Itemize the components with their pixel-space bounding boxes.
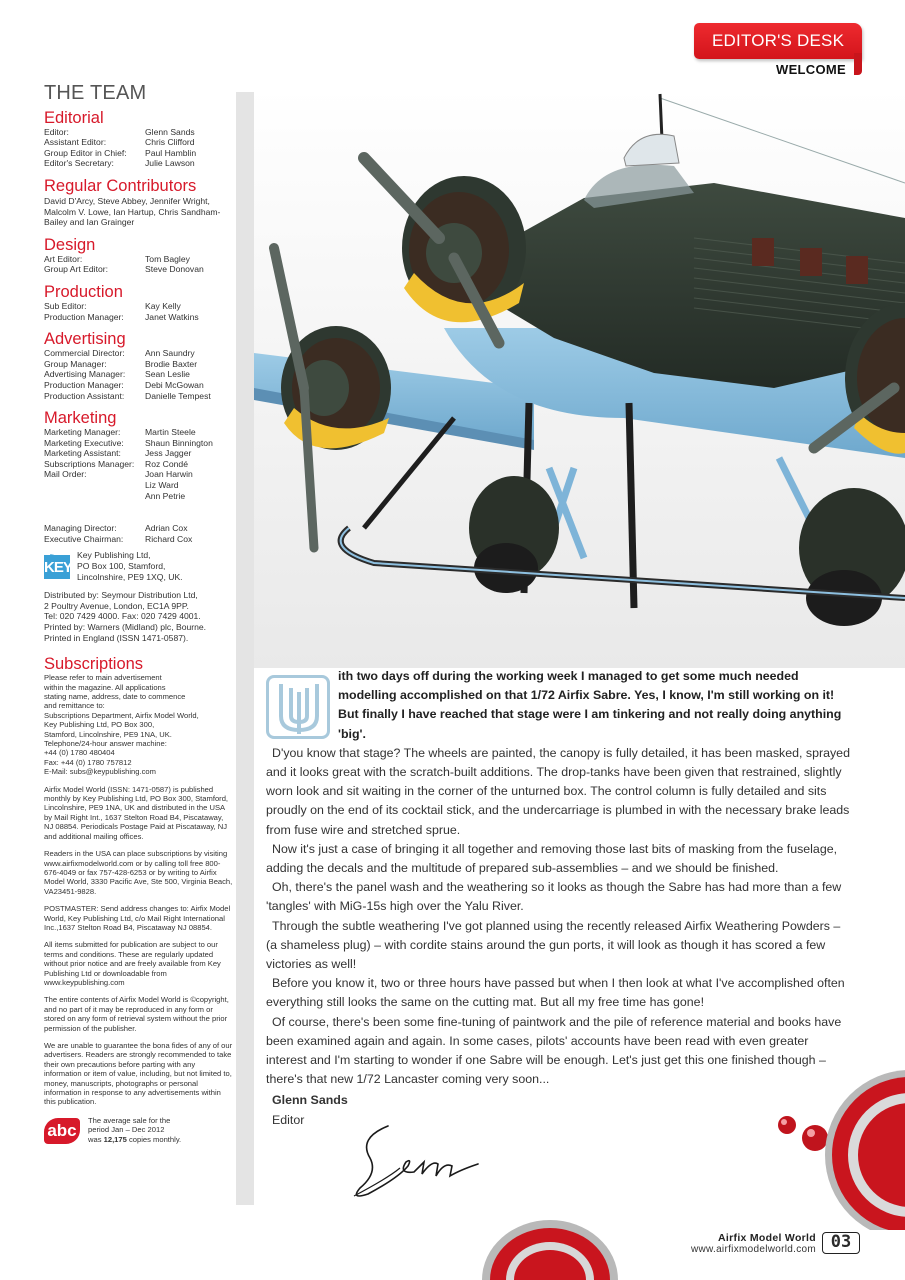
address-line: Lincolnshire, PE9 1XQ, UK. xyxy=(77,571,183,582)
staff-role xyxy=(44,491,145,502)
staff-name: Chris Clifford xyxy=(145,137,195,148)
staff-row xyxy=(44,369,234,380)
advertising-heading: Advertising xyxy=(44,330,126,349)
article-paragraph: Through the subtle weathering I've got planned using the recently released Airfix Weathering Powders – (a shameless plug) – with cordite stains around the gun ports, it will look as though it has scored a few victories as well! xyxy=(266,918,841,972)
staff-name: Julie Lawson xyxy=(145,158,195,169)
circulation-text xyxy=(88,1116,181,1144)
distribution-info xyxy=(44,590,234,643)
subscriptions-line: Subscriptions Department, Airfix Model World, xyxy=(44,710,199,720)
staff-row xyxy=(44,491,234,502)
circulation-suffix: copies monthly. xyxy=(126,1134,182,1144)
circulation-line xyxy=(88,1135,181,1144)
staff-row xyxy=(44,523,234,534)
staff-name: Debi McGowan xyxy=(145,379,204,390)
address-line: Key Publishing Ltd, xyxy=(77,550,151,561)
staff-role: Sub Editor: xyxy=(44,300,87,311)
article-paragraph: Now it's just a case of bringing it all together and removing those last bits of masking from the fuselage, adding the decals and the multitude of prepared sub-assemblies – and we should be finished. xyxy=(266,841,838,876)
staff-role: Executive Chairman: xyxy=(44,533,124,544)
staff-row xyxy=(44,534,234,545)
staff-row xyxy=(44,427,234,438)
staff-name: Steve Donovan xyxy=(145,264,204,275)
staff-name: Brodie Baxter xyxy=(145,358,198,369)
column-divider xyxy=(236,92,254,1205)
circulation-line: The average sale for the xyxy=(88,1115,171,1125)
staff-row xyxy=(44,127,234,138)
article-lead: ith two days off during the working week I managed to get some much needed modelling accomplished on that 1/72 Airfix Sabre. Yes, I know, I'm still working on it! But finally I have reached that stage were I am tinkering and not really doing anything 'big'. xyxy=(338,669,842,741)
staff-name: Glenn Sands xyxy=(145,126,195,137)
staff-name: Ann Saundry xyxy=(145,348,195,359)
team-title: THE TEAM xyxy=(44,82,147,104)
circulation-figure: 12,175 xyxy=(103,1134,127,1144)
subscriptions-line: Fax: +44 (0) 1780 757812 xyxy=(44,757,132,767)
staff-name: Danielle Tempest xyxy=(145,390,211,401)
subscriptions-line: stating name, address, date to commence xyxy=(44,692,186,701)
staff-role: Production Manager: xyxy=(44,379,124,390)
staff-row xyxy=(44,301,234,312)
staff-row xyxy=(44,380,234,391)
staff-name: Paul Hamblin xyxy=(145,147,197,158)
subscriptions-email: E-Mail: subs@keypublishing.com xyxy=(44,767,156,777)
staff-row xyxy=(44,158,234,169)
staff-role: Assistant Editor: xyxy=(44,137,107,148)
staff-role: Subscriptions Manager: xyxy=(44,458,135,469)
advertisers-disclaimer: We are unable to guarantee the bona fides of any of our advertisers. Readers are strongly recommended to take their own precautions before parting with any information or item of value, including, but not limited to, money, manuscripts, photographs or personal information in response to any advertisements within this publication. xyxy=(44,1041,233,1107)
staff-name: Sean Leslie xyxy=(145,369,190,380)
publisher-address xyxy=(77,550,183,582)
editorial-heading: Editorial xyxy=(44,108,104,127)
staff-name: Shaun Binnington xyxy=(145,437,213,448)
dropcap-letter xyxy=(266,675,330,739)
staff-name: Tom Bagley xyxy=(145,253,190,264)
staff-name: Joan Harwin xyxy=(145,469,193,480)
staff-name: Kay Kelly xyxy=(145,300,181,311)
usa-subscriptions-notice: Readers in the USA can place subscriptions by visiting www.airfixmodelworld.com or by calling toll free 800-676-4049 or fax 757-428-6253 or by writing to Airfix Model World, 3330 Pacific Ave, Ste 500, Virginia Beach, VA23451-9828. xyxy=(44,849,233,896)
page-number: 03 xyxy=(822,1232,860,1254)
paint-pot-decoration xyxy=(770,1060,905,1230)
staff-role: Commercial Director: xyxy=(44,348,125,359)
subscriptions-line: within the magazine. All applications xyxy=(44,682,166,692)
staff-row xyxy=(44,148,234,159)
staff-name: Richard Cox xyxy=(145,533,193,544)
design-heading: Design xyxy=(44,235,96,254)
contributors-heading: Regular Contributors xyxy=(44,176,197,195)
dropcap-w-glyph xyxy=(275,682,323,734)
article-paragraph: Before you know it, two or three hours have passed but when I then look at what I've accomplished often everything still looks the same on the cutting mat. But all my free time has gone! xyxy=(266,976,845,1010)
section-badge-background xyxy=(694,23,862,59)
staff-row xyxy=(44,137,234,148)
staff-row xyxy=(44,254,234,265)
section-title: EDITOR'S DESK xyxy=(712,31,845,50)
distribution-line: 2 Poultry Avenue, London, EC1A 9PP. xyxy=(44,600,189,611)
editorial-article xyxy=(266,667,852,1130)
staff-role: Marketing Manager: xyxy=(44,427,121,438)
circulation-prefix: was xyxy=(88,1134,104,1144)
staff-row xyxy=(44,480,234,491)
staff-name: Ann Petrie xyxy=(145,490,186,501)
staff-row xyxy=(44,438,234,449)
staff-row xyxy=(44,312,234,323)
circulation-line: period Jan – Dec 2012 xyxy=(88,1125,165,1135)
article-paragraph: D'you know that stage? The wheels are painted, the canopy is fully detailed, it has been masked, sprayed and it looks great with the scratch-built additions. The drop-tanks have been given that restrained, slightly worn look and sit waiting in the corner of the unturned box. The control column is fully detailed and sits proudly on the end of its cocktail stick, and the undercarriage is plumbed in with the necessary brake leads from fuse wire and stretched sprue. xyxy=(266,745,850,837)
staff-row xyxy=(44,264,234,275)
staff-role: Mail Order: xyxy=(44,469,87,480)
article-paragraph: Oh, there's the panel wash and the weathering so it looks as though the Sabre has had more than a few 'tangles' with MiG-15s high over the Yalu River. xyxy=(266,880,842,914)
key-publishing-logo: ˜·.· KEY xyxy=(44,555,70,579)
staff-role: Production Assistant: xyxy=(44,390,125,401)
production-heading: Production xyxy=(44,282,123,301)
staff-name: Jess Jagger xyxy=(145,448,192,459)
staff-role: Group Editor in Chief: xyxy=(44,147,127,158)
address-line: PO Box 100, Stamford, xyxy=(77,561,166,572)
junkers-model-illustration xyxy=(254,88,905,668)
staff-name: Janet Watkins xyxy=(145,311,199,322)
section-badge xyxy=(694,23,862,75)
staff-role: Advertising Manager: xyxy=(44,369,126,380)
contributors-list: David D'Arcy, Steve Abbey, Jennifer Wright, Malcolm V. Lowe, Ian Hartup, Chris Sandham-Bailey and Ian Grainger xyxy=(44,195,221,228)
staff-name: Martin Steele xyxy=(145,427,196,438)
subscriptions-line: Stamford, Lincolnshire, PE9 1NA, UK. xyxy=(44,729,172,739)
author-role: Editor xyxy=(272,1112,305,1127)
distribution-line: Printed by: Warners (Midland) plc, Bourne. xyxy=(44,622,207,632)
staff-role: Group Art Editor: xyxy=(44,264,109,275)
staff-row xyxy=(44,359,234,370)
copyright-notice: The entire contents of Airfix Model World is ©copyright, and no part of it may be reproduced in any form or stored on any form of retrieval system without the prior permission of the publisher. xyxy=(44,995,229,1033)
staff-row xyxy=(44,469,234,480)
team-sidebar xyxy=(44,82,234,1144)
editor-signature xyxy=(348,1118,483,1203)
staff-role: Marketing Assistant: xyxy=(44,448,121,459)
page-footer xyxy=(620,1232,860,1255)
staff-name: Adrian Cox xyxy=(145,523,188,534)
staff-row xyxy=(44,348,234,359)
staff-role: Editor's Secretary: xyxy=(44,158,114,169)
subscriptions-line: +44 (0) 1780 480404 xyxy=(44,748,115,758)
publishing-notice: Airfix Model World (ISSN: 1471-0587) is published monthly by Key Publishing Ltd, PO Box 300, Stamford, Lincolnshire, PE9 1NA, UK and distributed in the USA by Mail Right Int., 1637 Stelton Road B4, Piscataway, NJ 08854. Periodicals Postage Paid at Piscataway, NJ and additional mailing offices. xyxy=(44,784,229,841)
staff-row xyxy=(44,391,234,402)
subscriptions-line: Telephone/24-hour answer machine: xyxy=(44,739,167,749)
postmaster-notice: POSTMASTER: Send address changes to: Airfix Model World, Key Publishing Ltd, c/o Mail Right International Inc.,1637 Stelton Road B4, Piscataway NJ 08854. xyxy=(44,904,231,932)
staff-role: Marketing Executive: xyxy=(44,437,124,448)
subscriptions-heading: Subscriptions xyxy=(44,655,144,674)
distribution-line: Distributed by: Seymour Distribution Ltd, xyxy=(44,590,198,601)
subscriptions-line: Please refer to main advertisement xyxy=(44,673,162,683)
aircraft-model-photo xyxy=(254,88,905,668)
magazine-name: Airfix Model World xyxy=(718,1232,816,1244)
staff-role: Managing Director: xyxy=(44,523,117,534)
staff-row xyxy=(44,448,234,459)
staff-role: Production Manager: xyxy=(44,311,124,322)
staff-row xyxy=(44,459,234,470)
staff-role xyxy=(44,480,145,491)
distribution-line: Printed in England (ISSN 1471-0587). xyxy=(44,632,189,643)
staff-name: Liz Ward xyxy=(145,480,179,491)
subscriptions-info xyxy=(44,673,234,776)
abc-circulation-block xyxy=(44,1116,234,1144)
marketing-heading: Marketing xyxy=(44,409,117,428)
subscriptions-line: Key Publishing Ltd, PO Box 300, xyxy=(44,720,155,730)
publisher-block xyxy=(44,550,234,582)
paint-pot-bottom-decoration xyxy=(480,1205,620,1280)
author-name: Glenn Sands xyxy=(272,1093,348,1108)
distribution-line: Tel: 020 7429 4000. Fax: 020 7429 4001. xyxy=(44,611,201,622)
staff-role: Group Manager: xyxy=(44,358,107,369)
section-subtitle: WELCOME xyxy=(776,62,846,77)
submissions-notice: All items submitted for publication are subject to our terms and conditions. These are regularly updated without prior notice and are freely available from Key Publishing Ltd or downloadable from www.keypublishing.com xyxy=(44,940,221,987)
magazine-url[interactable]: www.airfixmodelworld.com xyxy=(690,1244,816,1255)
staff-name: Roz Condé xyxy=(145,458,188,469)
subscriptions-line: and remittance to: xyxy=(44,701,105,711)
staff-role: Editor: xyxy=(44,126,69,137)
article-paragraph: Of course, there's been some fine-tuning of paintwork and the pile of reference material and books have been examined again and again. In some cases, pilots' accounts have been read with even greater interest and I'm starting to wonder if one Sabre will be enough. Let's just get this one finished though – there's that new 1/72 Lancaster coming very soon... xyxy=(266,1014,842,1087)
staff-role: Art Editor: xyxy=(44,253,83,264)
abc-logo: abc xyxy=(44,1118,80,1144)
